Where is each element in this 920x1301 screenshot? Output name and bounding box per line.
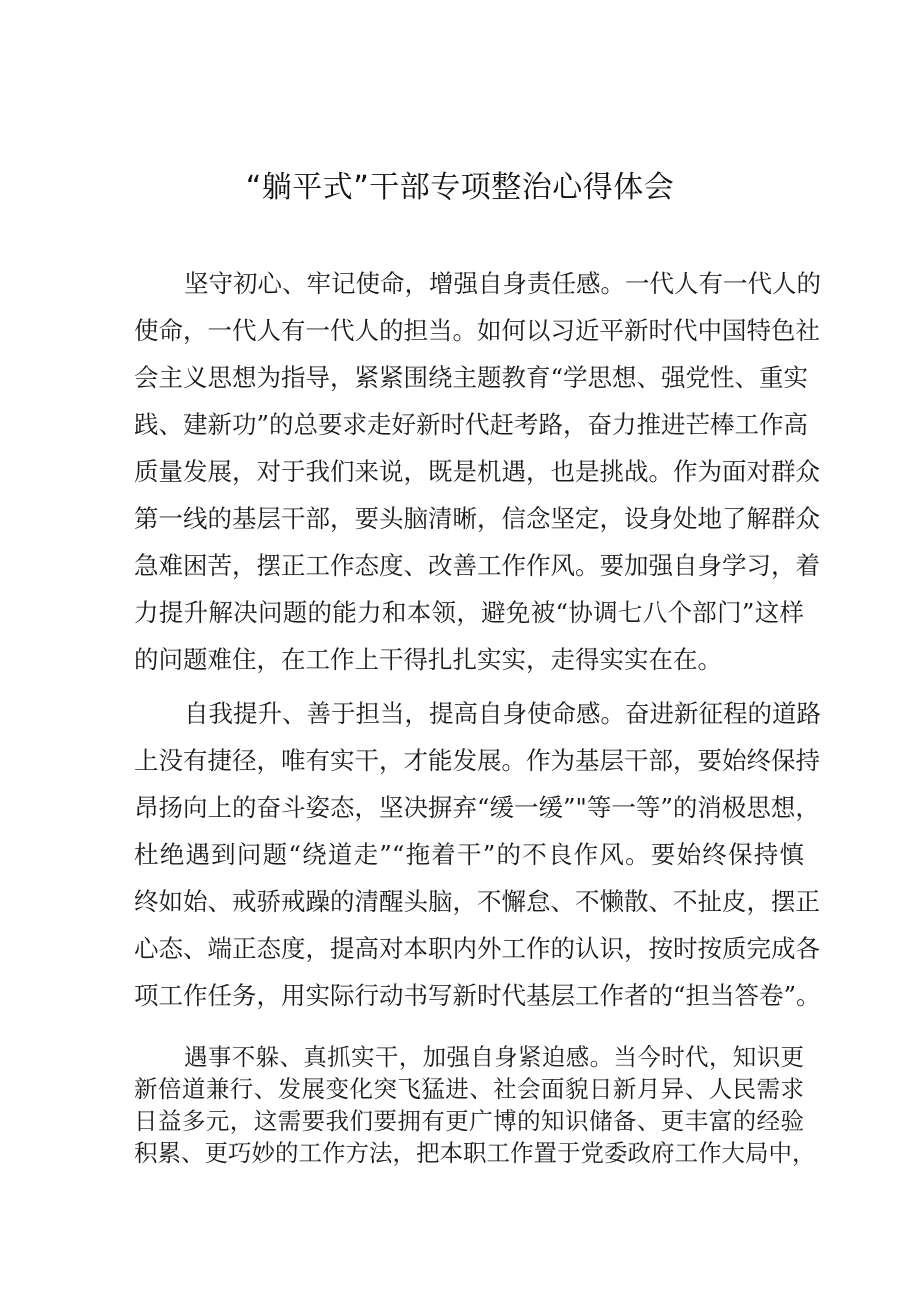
paragraph-1-line-1: 坚守初心、牢记使命，增强自身责任感。一代人有一代人的	[184, 269, 821, 298]
document-title: “躺平式”干部专项整治心得体会	[245, 170, 675, 205]
paragraph-1-line-5: 质量发展，对于我们来说，既是机遇，也是挑战。作为面对群众	[134, 457, 820, 486]
paragraph-2-line-3: 昂扬向上的奋斗姿态，坚决摒弃“缓一缓”"等一等”的消极思想，	[134, 793, 820, 822]
paragraph-1-line-7: 急难困苦，摆正工作态度、改善工作作风。要加强自身学习，着	[134, 551, 820, 580]
paragraph-2-line-6: 心态、端正态度，提高对本职内外工作的认识，按时按质完成各	[134, 934, 820, 963]
paragraph-2-line-7: 项工作任务，用实际行动书写新时代基层工作者的“担当答卷”。	[134, 981, 821, 1010]
paragraph-1-line-4: 践、建新功”的总要求走好新时代赶考路，奋力推进芒棒工作高	[134, 410, 809, 439]
paragraph-2-line-5: 终如始、戒骄戒躁的清醒头脑，不懈怠、不懒散、不扯皮，摆正	[134, 887, 820, 916]
paragraph-3-line-3: 日益多元，这需要我们要拥有更广博的知识储备、更丰富的经验	[134, 1107, 804, 1135]
paragraph-1-line-9: 的问题难住，在工作上干得扎扎实实，走得实实在在。	[134, 645, 722, 674]
paragraph-2-line-2: 上没有捷径，唯有实干，才能发展。作为基层干部，要始终保持	[134, 746, 820, 775]
paragraph-3-line-4: 积累、更巧妙的工作方法，把本职工作置于党委政府工作大局中，	[134, 1139, 816, 1167]
paragraph-3-line-2: 新倍道兼行、发展变化突飞猛进、社会面貌日新月异、人民需求	[134, 1075, 804, 1103]
paragraph-3-line-1: 遇事不躲、真抓实干，加强自身紧迫感。当今时代，知识更	[184, 1043, 804, 1071]
paragraph-2-line-4: 杜绝遇到问题“绕道走”“拖着干”的不良作风。要始终保持慎	[134, 840, 804, 869]
paragraph-1-line-3: 会主义思想为指导，紧紧围绕主题教育“学思想、强党性、重实	[134, 363, 809, 392]
paragraph-1-line-2: 使命，一代人有一代人的担当。如何以习近平新时代中国特色社	[134, 316, 820, 345]
paragraph-1-line-8: 力提升解决问题的能力和本领，避免被“协调七八个部门”这样	[134, 598, 804, 627]
paragraph-2-line-1: 自我提升、善于担当，提高自身使命感。奋进新征程的道路	[184, 699, 821, 728]
paragraph-1-line-6: 第一线的基层干部，要头脑清晰，信念坚定，设身处地了解群众	[134, 504, 820, 533]
